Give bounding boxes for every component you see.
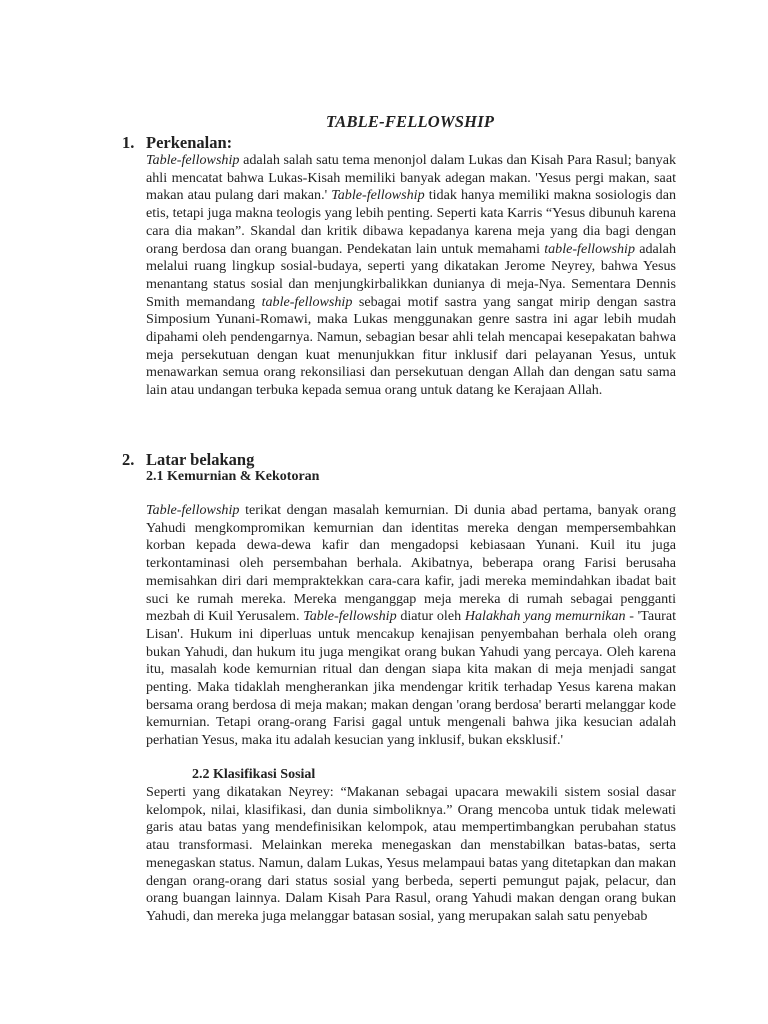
term-table-fellowship: Table-fellowship (146, 502, 240, 518)
subsection-2-2-heading: 2.2 Klasifikasi Sosial (192, 767, 316, 782)
section-2-number: 2. (122, 450, 135, 469)
subsection-2-1-paragraph (146, 502, 676, 750)
term-table-fellowship: Table-fellowship (331, 187, 425, 204)
section-1-heading (122, 133, 232, 153)
subsection-2-2-text: Seperti yang dikatakan Neyrey: “Makanan sebagai upacara mewakili sistem sosial dasar kelompok, nilai, klasifikasi, dan dunia simboliknya.” Orang mencoba untuk tidak melewati garis atau batas yang mendefinisikan kelompok, atau mempertimbangkan perubahan status atau transformasi. Melainkan mereka menegaskan dan menstabilkan batas-batas, serta menegaskan status. Namun, dalam Lukas, Yesus melampaui batas yang ditetapkan dan makan dengan orang-orang dari status sosial yang berbeda, seperti pemungut pajak, pelacur, dan orang buangan lainnya. Dalam Kisah Para Rasul, orang Yahudi makan dengan orang bukan Yahudi, dan mereka juga melanggar batasan sosial, yang merupakan salah satu penyebab (146, 784, 676, 924)
section-1-paragraph (146, 152, 676, 400)
section-1-title: Perkenalan: (146, 133, 233, 152)
subsection-2-1-heading: 2.1 Kemurnian & Kekotoran (146, 469, 320, 484)
text-run: tidak hanya memiliki makna sosiologis dan etis, tetapi juga makna teologis yang lebih penting. Seperti kata Karris “Yesus dibunuh karena cara dia makan”. Skandal dan kritik dibawa kepadanya karena meja yang dia bagi dengan orang berdosa dan orang buangan. Pendekatan lain untuk memahami (146, 187, 676, 257)
section-1-number: 1. (122, 133, 135, 152)
term-table-fellowship: Table-fellowship (303, 608, 397, 625)
text-run: adalah melalui ruang lingkup sosial-budaya, seperti yang dikatakan Jerome Neyrey, bahwa Yesus menantang status sosial dan menjungkirbalikkan dunianya di meja-Nya. Sementara Dennis Smith memandang (146, 240, 676, 310)
text-run: - 'Taurat Lisan'. Hukum ini diperluas untuk mencakup kenajisan penyembahan berhala oleh orang bukan Yahudi, dan hukum itu juga mengikat orang bukan Yahudi yang percaya. Oleh karena itu, masalah kode kemurnian ritual dan dengan siapa kita makan di meja menjadi sangat penting. Maka tidaklah mengherankan jika mendengar kritik terhadap Yesus karena makan bersama orang berdosa di meja makan; makan dengan 'orang berdosa' berarti melanggar kode kemurnian. Tetapi orang-orang Farisi gagal untuk mengenali bahwa jika kesucian adalah perhatian Yesus, maka itu adalah kesucian yang inklusif, bukan eksklusif.' (146, 608, 676, 749)
term-halakhah: Halakhah yang memurnikan (464, 608, 626, 625)
text-run: sebagai motif sastra yang sangat mirip dengan sastra Simposium Yunani-Romawi, maka Lukas menggunakan genre sastra ini agar lebih mudah dipahami oleh pendengarnya. Namun, sebagian besar ahli telah mencapai kesepakatan bahwa meja persekutuan dengan kuat menunjukkan fitur inklusif dari pelayanan Yesus, untuk menawarkan semua orang rekonsiliasi dan persekutuan dengan Allah dan dengan satu sama lain atau undangan terbuka kepada semua orang untuk datang ke Kerajaan Allah. (146, 293, 676, 399)
term-table-fellowship: table-fellowship (261, 293, 353, 310)
section-2-heading (122, 450, 254, 470)
term-table-fellowship: Table-fellowship (146, 152, 240, 168)
text-run: diatur oleh (396, 608, 465, 625)
section-2-title: Latar belakang (146, 450, 255, 469)
document-title: TABLE-FELLOWSHIP (325, 112, 495, 131)
subsection-2-2-paragraph (146, 784, 676, 926)
text-run: terikat dengan masalah kemurnian. Di dunia abad pertama, banyak orang Yahudi mengkompromikan kemurnian dan identitas mereka dengan mempersembahkan korban kepada dewa-dewa kafir dan mengadopsi kebiasaan Yunani. Kuil itu juga terkontaminasi oleh persembahan berhala. Akibatnya, beberapa orang Farisi berusaha memisahkan diri dari mempraktekkan cara-cara kafir, jadi mereka memindahkan ibadat bait suci ke rumah mereka. Mereka menganggap meja mereka di rumah sebagai pengganti mezbah di Kuil Yerusalem. (146, 502, 676, 625)
term-table-fellowship: table-fellowship (544, 240, 636, 257)
text-run: adalah salah satu tema menonjol dalam Lukas dan Kisah Para Rasul; banyak ahli mencatat bahwa Lukas-Kisah memiliki banyak adegan makan. 'Yesus pergi makan, saat makan atau pulang dari makan.' (146, 152, 676, 204)
